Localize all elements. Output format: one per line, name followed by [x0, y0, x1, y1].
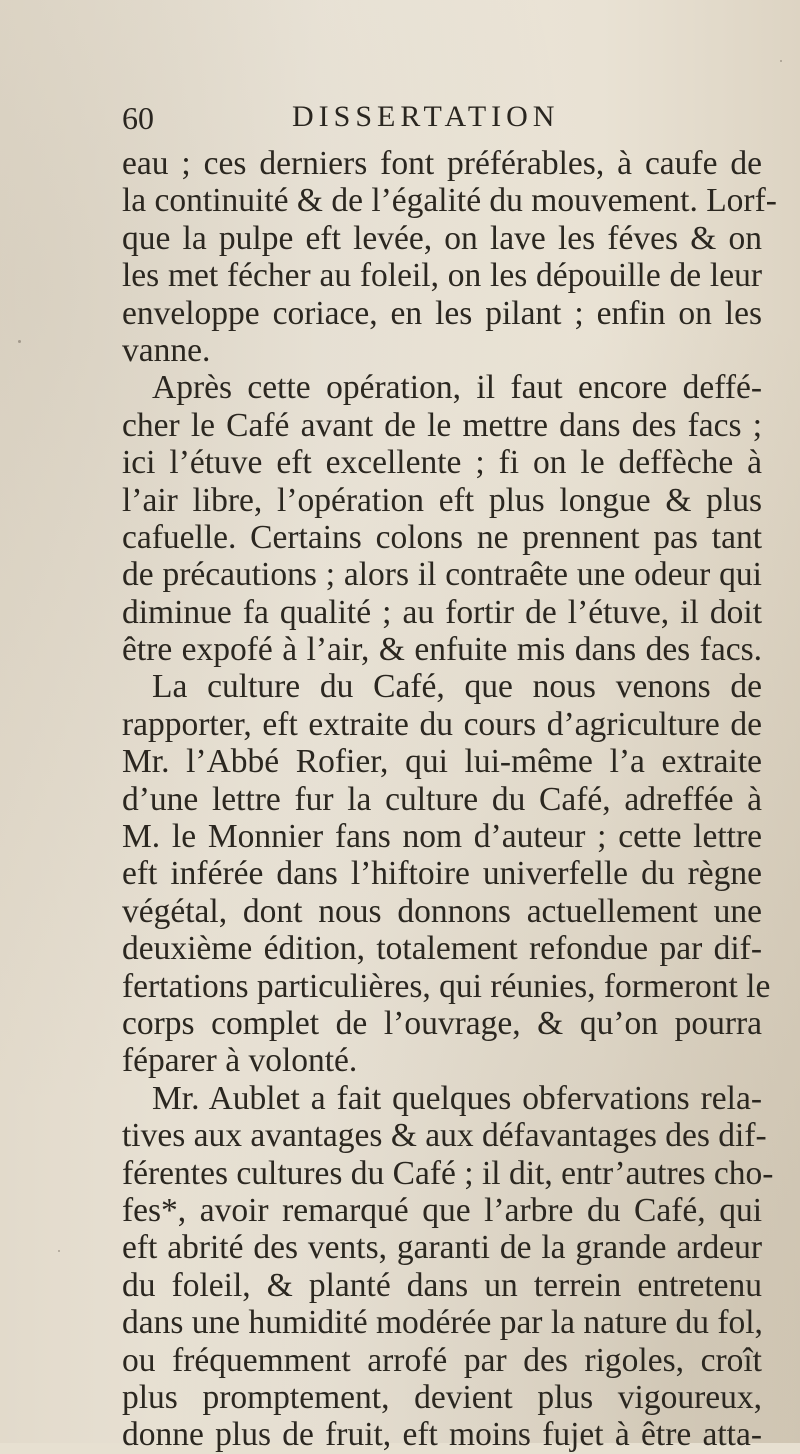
text-line: fes*, avoir remarqué que l’arbre du Café, qui: [122, 1191, 762, 1229]
body-text: [122, 145, 777, 1454]
page-header: [122, 92, 762, 142]
text-line: ou fréquemment arrofé par des rigoles, croît: [122, 1341, 762, 1379]
text-line: être expofé à l’air, & enfuite mis dans des facs.: [122, 631, 762, 669]
text-line: fertations particulières, qui réunies, formeront le: [122, 967, 771, 1005]
text-line: ici l’étuve eft excellente ; fi on le deffèche à: [122, 444, 762, 482]
text-line: vanne.: [122, 331, 211, 369]
text-line: cher le Café avant de le mettre dans des facs ;: [122, 406, 762, 444]
text-line: plus promptement, devient plus vigoureux,: [122, 1378, 762, 1416]
text-line: eft inférée dans l’hiftoire univerfelle du règne: [122, 855, 762, 893]
text-line: enveloppe coriace, en les pilant ; enfin on les: [122, 294, 762, 332]
text-line: eau ; ces derniers font préférables, à caufe de: [122, 145, 762, 182]
paper-speck: [58, 1250, 60, 1252]
text-line: eft abrité des vents, garanti de la grande ardeur: [122, 1229, 762, 1267]
text-line: la continuité & de l’égalité du mouvement. Lorf-: [122, 182, 777, 220]
text-line: Mr. Aublet a fait quelques obfervations rela-: [152, 1079, 762, 1117]
text-line: végétal, dont nous donnons actuellement une: [122, 892, 762, 930]
paper-speck: [18, 340, 21, 343]
text-line: cafuelle. Certains colons ne prennent pas tant: [122, 518, 762, 556]
page-number: 60: [122, 100, 154, 136]
text-line: deuxième édition, totalement refondue par dif-: [122, 930, 762, 968]
text-line: corps complet de l’ouvrage, & qu’on pourra: [122, 1004, 762, 1042]
text-line: Après cette opération, il faut encore deffé-: [152, 369, 762, 407]
text-line: l’air libre, l’opération eft plus longue & plus: [122, 481, 762, 519]
text-line: féparer à volonté.: [122, 1042, 358, 1080]
paper-speck: [780, 60, 782, 62]
running-title: DISSERTATION: [292, 100, 560, 133]
text-line: de précautions ; alors il contraête une odeur qui: [122, 556, 762, 594]
text-line: donne plus de fruit, eft moins fujet à être atta-: [122, 1416, 762, 1454]
text-line: du foleil, & planté dans un terrein entretenu: [122, 1266, 762, 1304]
text-line: que la pulpe eft levée, on lave les féves & on: [122, 219, 762, 257]
text-line: rapporter, eft extraite du cours d’agriculture de: [122, 705, 762, 743]
text-line: M. le Monnier fans nom d’auteur ; cette lettre: [122, 818, 762, 856]
text-line: dans une humidité modérée par la nature du fol,: [122, 1304, 763, 1342]
text-line: La culture du Café, que nous venons de: [152, 668, 762, 706]
text-line: d’une lettre fur la culture du Café, adreffée à: [122, 780, 762, 818]
text-line: les met fécher au foleil, on les dépouille de leur: [122, 257, 762, 295]
text-line: Mr. l’Abbé Rofier, qui lui-même l’a extraite: [122, 743, 762, 781]
text-line: férentes cultures du Café ; il dit, entr’autres cho-: [122, 1154, 774, 1192]
text-line: diminue fa qualité ; au fortir de l’étuve, il doit: [122, 593, 762, 631]
text-line: tives aux avantages & aux défavantages des dif-: [122, 1117, 767, 1155]
